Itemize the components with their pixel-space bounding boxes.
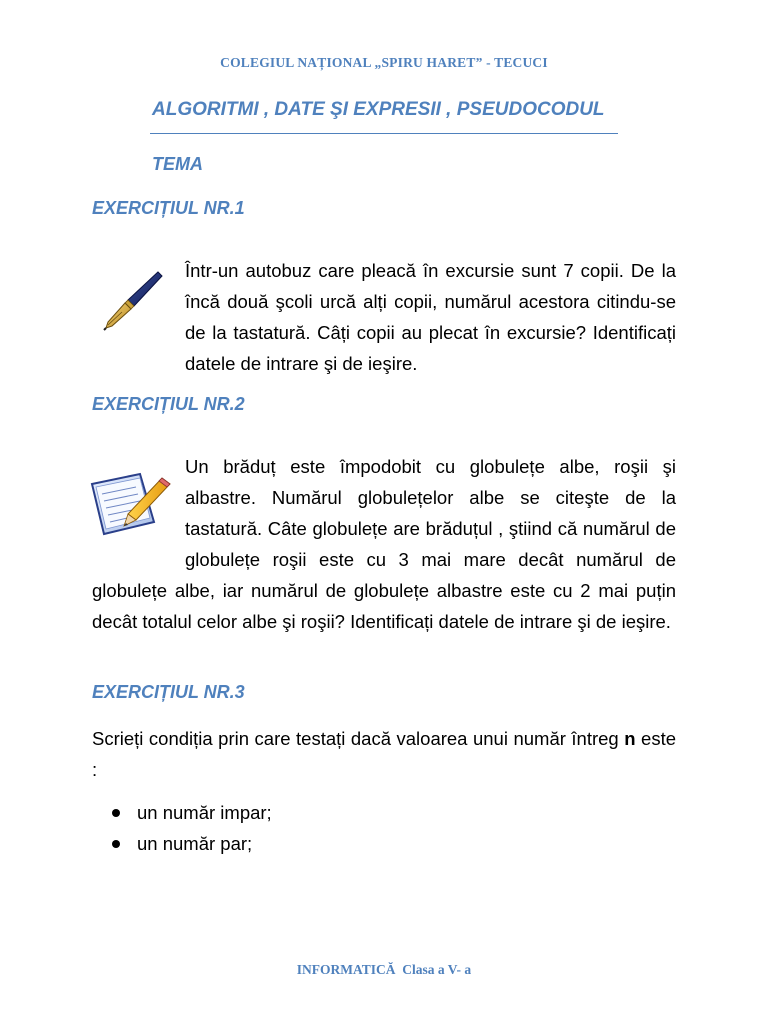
exercise-1-text xyxy=(92,255,676,379)
exercise-2-heading: EXERCIȚIUL NR.2 xyxy=(92,394,245,414)
exercise-3-text-before: Scrieți condiția prin care testați dacă valoarea unui număr întreg xyxy=(92,728,625,749)
footer-subject: INFORMATICĂ xyxy=(296,962,396,977)
exercise-3-bullet-list xyxy=(92,797,272,859)
bullet-icon xyxy=(112,809,120,817)
page-header: COLEGIUL NAȚIONAL „SPIRU HARET” - TECUCI xyxy=(220,55,548,70)
fountain-pen-icon xyxy=(100,268,164,332)
document-subtitle: TEMA xyxy=(152,154,203,174)
notepad-pencil-icon xyxy=(88,470,172,538)
footer-class: Clasa a V- a xyxy=(402,962,472,977)
exercise-3-heading: EXERCIȚIUL NR.3 xyxy=(92,682,245,702)
bullet-icon xyxy=(112,840,120,848)
exercise-1-body: Într-un autobuz care pleacă în excursie sunt 7 copii. De la încă două şcoli urcă alți copii, numărul acestora citindu-se de la tastatură. Câți copii au plecat în excursie? Identificați datele de intrare şi de ieşire. xyxy=(185,260,676,374)
page-footer xyxy=(0,962,768,978)
title-underline xyxy=(150,133,618,134)
list-item: un număr impar; xyxy=(92,797,272,828)
exercise-3-text-after: este : xyxy=(92,728,677,780)
exercise-2-text xyxy=(92,451,676,637)
exercise-2-body: Un brăduț este împodobit cu globulețe albe, roşii şi albastre. Numărul globulețelor albe se citeşte de la tastatură. Câte globulețe are brăduțul , ştiind că numărul de globulețe roşii este cu 3 mai mare decât numărul de globulețe albe, iar numărul de globulețe albastre este cu 2 mai puțin decât totalul celor albe şi roşii? Identificați datele de intrare şi de ieşire. xyxy=(92,456,676,632)
document-title: ALGORITMI , DATE ŞI EXPRESII , PSEUDOCODUL xyxy=(152,99,605,120)
exercise-1-heading: EXERCIȚIUL NR.1 xyxy=(92,198,245,218)
list-item: un număr par; xyxy=(92,828,272,859)
exercise-3-variable: n xyxy=(624,728,636,749)
exercise-3-text xyxy=(92,723,676,785)
